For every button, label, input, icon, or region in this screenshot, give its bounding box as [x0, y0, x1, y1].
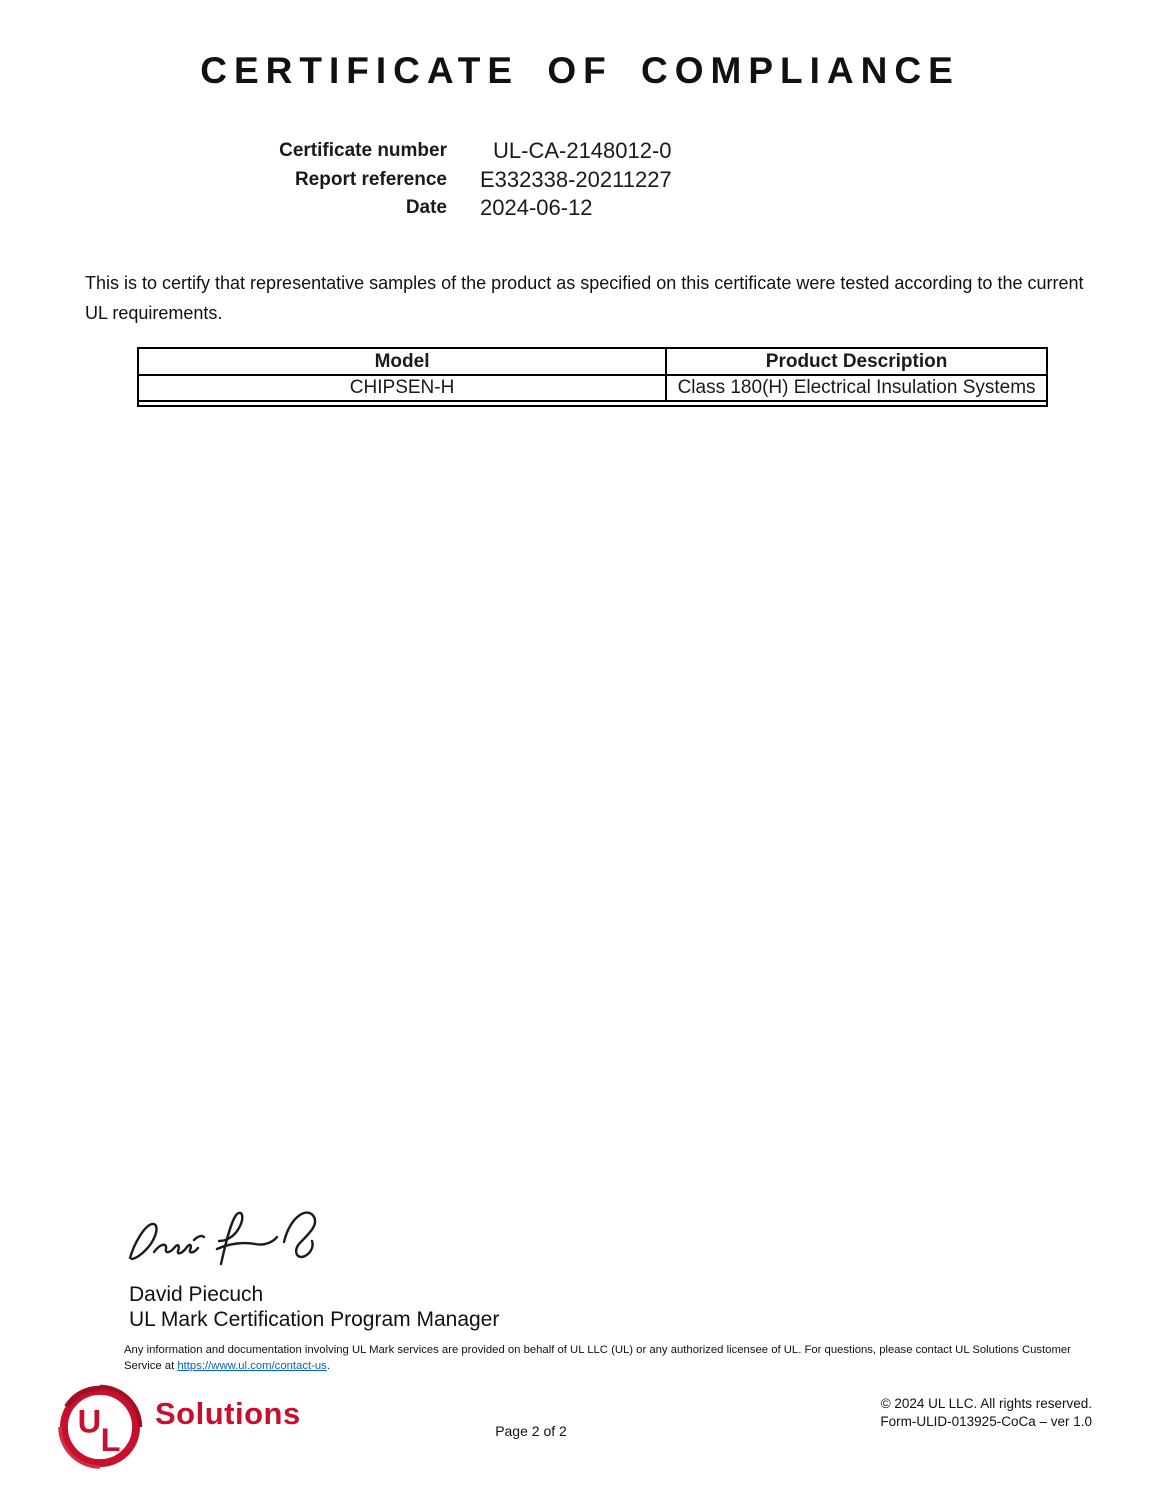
disclaimer-after-link: .: [326, 1359, 330, 1372]
column-header-product-description: Product Description: [666, 348, 1047, 375]
report-reference-value: E332338-20211227: [480, 166, 672, 192]
table-spacer-row: [138, 401, 1047, 406]
logo-letter-u: U: [77, 1403, 102, 1440]
meta-row-report-reference: [0, 165, 672, 194]
signatory-title: UL Mark Certification Program Manager: [129, 1308, 500, 1331]
meta-row-date: [0, 193, 672, 222]
certification-statement: This is to certify that representative samples of the product as specified on this certificate were tested according to the current UL requirements.: [85, 273, 1084, 323]
page-indicator: Page 2 of 2: [495, 1423, 567, 1439]
signature-icon: [124, 1200, 339, 1282]
signatory-name: David Piecuch: [129, 1283, 264, 1306]
model-cell: CHIPSEN-H: [138, 375, 666, 401]
product-description-cell: Class 180(H) Electrical Insulation Systems: [666, 375, 1047, 401]
logo-wordmark: Solutions: [155, 1396, 301, 1431]
contact-link[interactable]: https://www.ul.com/contact-us: [177, 1359, 327, 1372]
product-table: [137, 347, 1048, 407]
copyright-notice: © 2024 UL LLC. All rights reserved.: [880, 1396, 1092, 1411]
disclaimer-before-link: Any information and documentation involving UL Mark services are provided on behalf of UL LLC (UL) or any authorized licensee of UL. For questions, please contact UL Solutions Customer Service at: [124, 1344, 1071, 1372]
certificate-meta: [0, 136, 672, 222]
disclaimer-text: [124, 1343, 1100, 1374]
form-reference: Form-ULID-013925-CoCa – ver 1.0: [880, 1414, 1092, 1429]
column-header-model: Model: [138, 348, 666, 375]
report-reference-label: Report reference: [294, 168, 447, 190]
footer-legal: [880, 1395, 1092, 1431]
logo-letter-l: L: [100, 1421, 121, 1458]
page-title: CERTIFICATE OF COMPLIANCE: [200, 50, 960, 91]
date-label: Date: [405, 197, 447, 218]
certificate-number-label: Certificate number: [279, 140, 447, 161]
table-header-row: [138, 348, 1047, 375]
table-row: [138, 375, 1047, 401]
date-value: 2024-06-12: [480, 195, 593, 220]
certificate-number-value: UL-CA-2148012-0: [493, 138, 672, 163]
meta-row-certificate-number: [0, 136, 672, 165]
